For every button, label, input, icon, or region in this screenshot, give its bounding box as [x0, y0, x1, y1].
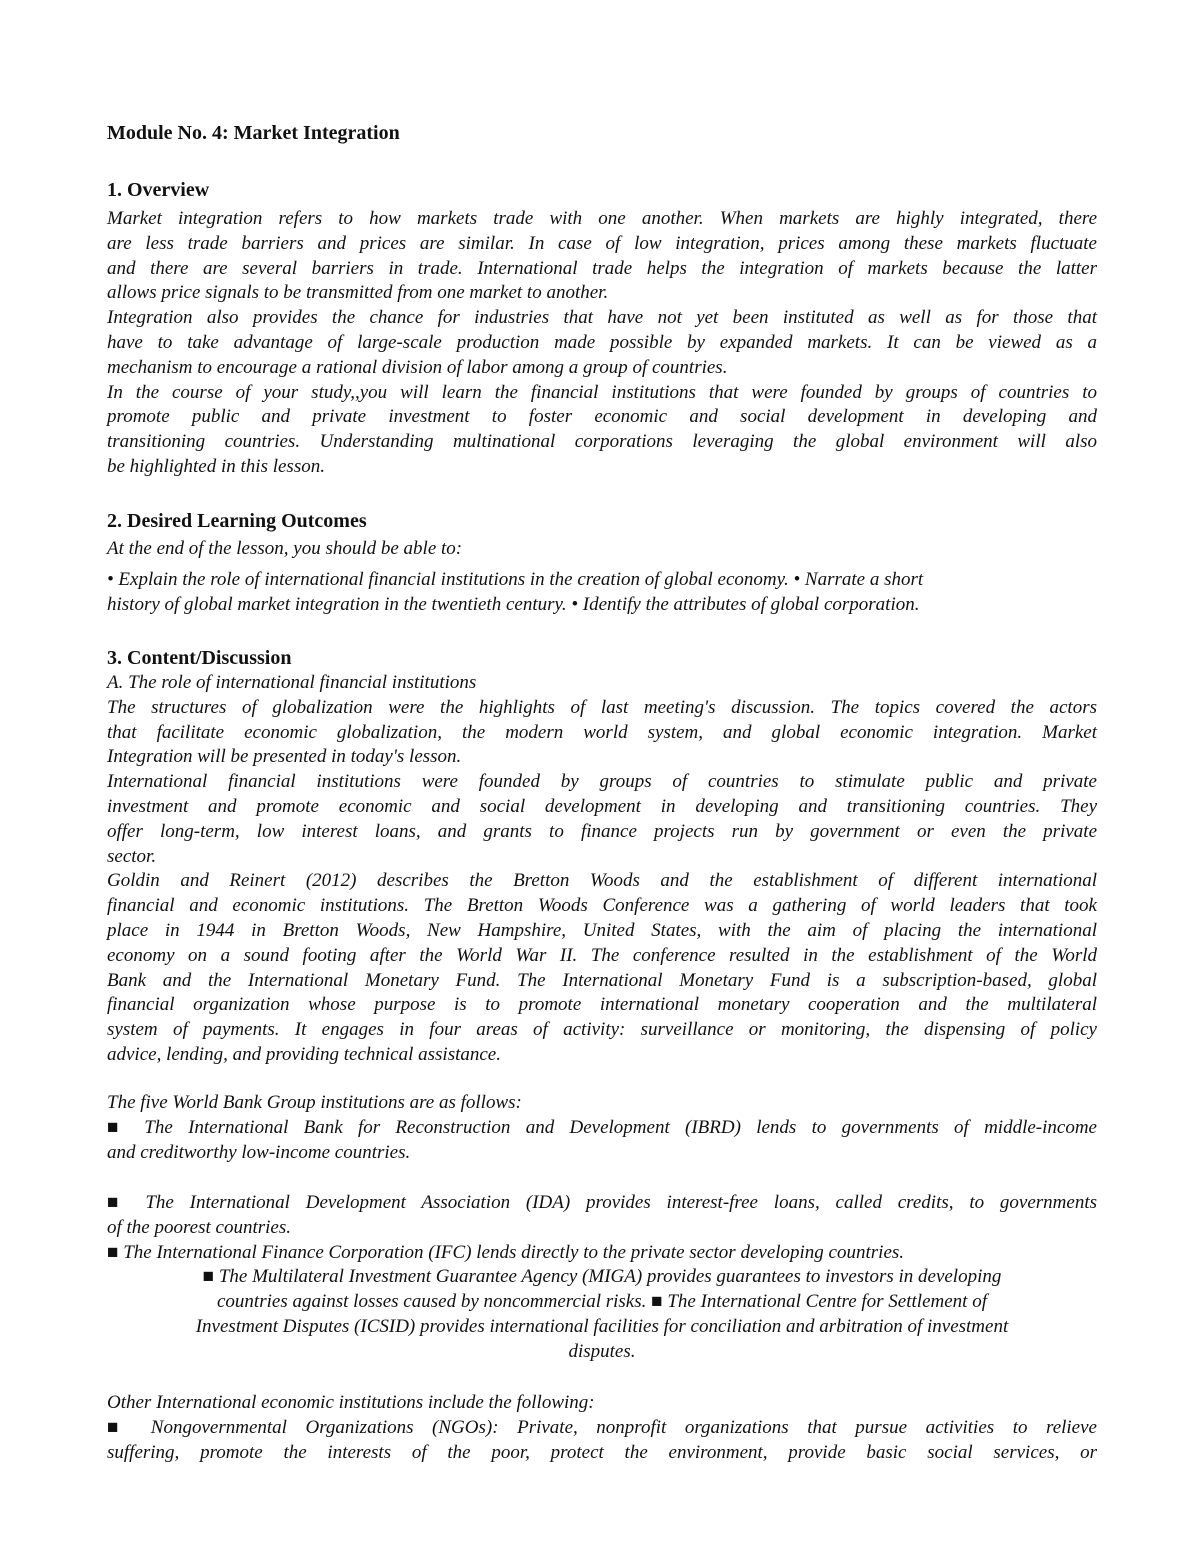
text-line: International financial institutions were founded by groups of countries to stimulate public and private [107, 771, 1097, 793]
text-line: system of payments. It engages in four areas of activity: surveillance or monitoring, the dispensing of policy [107, 1019, 1097, 1041]
text-line: offer long-term, low interest loans, and grants to finance projects run by government or even the private [107, 820, 1097, 842]
text-line: Investment Disputes (ICSID) provides international facilities for conciliation and arbitration of investment [195, 1316, 1009, 1337]
text-line: history of global market integration in the twentieth century. • Identify the attributes of global corporation. [107, 593, 920, 615]
text-line: The structures of globalization were the highlights of last meeting's discussion. The topics covered the actors [107, 696, 1097, 718]
text-line: In the course of your study,,you will learn the financial institutions that were founded by groups of countries to [107, 381, 1097, 403]
text-line: The five World Bank Group institutions are as follows: [107, 1092, 522, 1113]
text-line: of the poorest countries. [107, 1216, 291, 1238]
text-line: transitioning countries. Understanding multinational corporations leveraging the global environment will also [107, 431, 1097, 453]
text-line: ■ The International Bank for Reconstruction and Development (IBRD) lends to governments of middle-income [107, 1116, 1097, 1138]
section-heading: 3. Content/Discussion [107, 647, 292, 669]
text-line: suffering, promote the interests of the poor, protect the environment, provide basic social services, or [107, 1441, 1097, 1463]
text-line: Integration will be presented in today's lesson. [107, 746, 462, 768]
text-line: Bank and the International Monetary Fund. The International Monetary Fund is a subscription-based, global [107, 969, 1097, 991]
text-line: and there are several barriers in trade. International trade helps the integration of markets because the latter [107, 257, 1097, 279]
text-line: countries against losses caused by noncommercial risks. ■ The International Centre for Settlement of [217, 1291, 987, 1313]
text-line: and creditworthy low-income countries. [107, 1141, 411, 1163]
text-line: have to take advantage of large-scale production made possible by expanded markets. It can be viewed as a [107, 332, 1097, 353]
text-line: economy on a sound footing after the World War II. The conference resulted in the establishment of the World [107, 944, 1097, 966]
text-line: promote public and private investment to foster economic and social development in developing and [107, 406, 1097, 428]
text-line: Other International economic institutions include the following: [107, 1392, 595, 1413]
text-line: Goldin and Reinert (2012) describes the Bretton Woods and the establishment of different international [107, 870, 1097, 892]
text-line: ■ The International Development Association (IDA) provides interest-free loans, called credits, to governments [107, 1192, 1097, 1213]
text-line: At the end of the lesson, you should be able to: [107, 538, 463, 559]
document-title: Module No. 4: Market Integration [107, 122, 400, 144]
text-line: Market integration refers to how markets trade with one another. When markets are highly integrated, there [107, 208, 1097, 229]
text-line: that facilitate economic globalization, the modern world system, and global economic integration. Market [107, 721, 1097, 743]
text-line: ■ Nongovernmental Organizations (NGOs): Private, nonprofit organizations that pursue activities to relieve [107, 1416, 1097, 1438]
text-line: • Explain the role of international financial institutions in the creation of global economy. • Narrate a short [107, 569, 924, 590]
text-line: allows price signals to be transmitted from one market to another. [107, 282, 609, 304]
text-line: financial and economic institutions. The Bretton Woods Conference was a gathering of world leaders that took [107, 895, 1097, 917]
text-line: financial organization whose purpose is to promote international monetary cooperation and the multilateral [107, 994, 1097, 1016]
text-line: A. The role of international financial institutions [107, 672, 477, 693]
text-line: place in 1944 in Bretton Woods, New Hampshire, United States, with the aim of placing the international [107, 920, 1097, 941]
text-line: mechanism to encourage a rational division of labor among a group of countries. [107, 356, 728, 378]
text-line: Integration also provides the chance for industries that have not yet been instituted as well as for those that [107, 307, 1097, 329]
text-line: ■ The Multilateral Investment Guarantee Agency (MIGA) provides guarantees to investors in developing [202, 1266, 1002, 1288]
text-line: disputes. [568, 1340, 636, 1362]
text-line: ■ The International Finance Corporation (IFC) lends directly to the private sector developing countries. [107, 1241, 905, 1263]
text-line: are less trade barriers and prices are similar. In case of low integration, prices among these markets fluctuate [107, 232, 1097, 254]
section-heading: 1. Overview [107, 179, 210, 201]
section-heading: 2. Desired Learning Outcomes [107, 510, 367, 532]
text-line: sector. [107, 845, 157, 867]
text-line: investment and promote economic and social development in developing and transitioning countries. They [107, 796, 1097, 817]
text-line: advice, lending, and providing technical assistance. [107, 1044, 501, 1065]
text-line: be highlighted in this lesson. [107, 456, 325, 477]
